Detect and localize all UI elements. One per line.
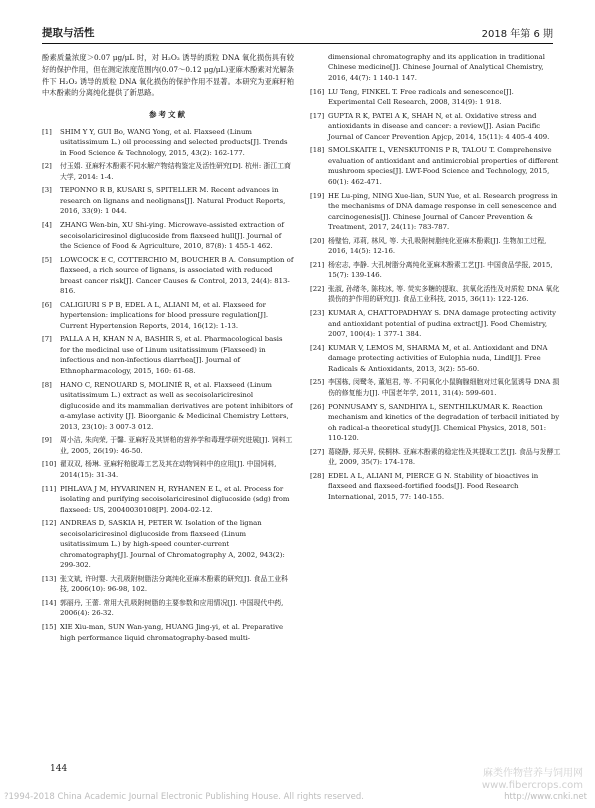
reference-number: [21] xyxy=(310,260,325,269)
reference-number: [13] xyxy=(42,574,57,583)
reference-item xyxy=(310,236,562,257)
reference-text: 葛晓静, 郑天昇, 侯桐林. 亚麻木酚素的稳定性及其提取工艺[J]. 食品与发酵工业, 2009, 35(7): 174-178. xyxy=(328,447,561,467)
reference-number: [11] xyxy=(42,484,57,493)
watermark xyxy=(482,768,583,791)
watermark-url: www.fibercrops.com xyxy=(481,779,583,791)
reference-number: [6] xyxy=(42,300,52,309)
reference-item xyxy=(310,111,562,142)
reference-text: GUPTA R K, PATEl A K, SHAH N, et al. Oxidative stress and antioxidants in disease and cancer: a review[J]. Asian Pacific Journal of Cancer Prevention Apjcp, 2014, 15(11): 4 405-4 409. xyxy=(328,111,550,141)
right-column xyxy=(310,52,562,506)
reference-text: PIHLAVA J M, HYVARINEN H, RYHANEN E L, et al. Process for isolating and purifying secoisolariciresinol diglucoside (sdg) from flaxseed: US, 20040030108[P]. 2004-02-12. xyxy=(60,484,290,514)
reference-text: TEPONNO R B, KUSARI S, SPITELLER M. Recent advances in research on lignans and neolignans[J]. Natural Product Reports, 2016, 33(9): 1 044. xyxy=(60,186,286,216)
reference-number: [27] xyxy=(310,447,325,456)
left-column xyxy=(42,52,294,646)
reference-text: 张文斌, 许时婴. 大孔吸附树脂法分离纯化亚麻木酚素的研究[J]. 食品工业科技, 2006(10): 96-98, 102. xyxy=(60,574,288,594)
reference-item xyxy=(42,435,294,456)
reference-text: PONNUSAMY S, SANDHIYA L, SENTHILKUMAR K. Reaction mechanism and kinetics of the degradation of terbacil initiated by oh radical-a theoretical study[J]. Chemical Physics, 2018, 501: 110-120. xyxy=(328,402,560,443)
reference-item xyxy=(310,402,562,444)
reference-item xyxy=(42,334,294,376)
reference-number: [18] xyxy=(310,146,325,155)
reference-item xyxy=(42,161,294,182)
reference-text: 杨璧怡, 邓莉, 林风, 等. 大孔吸附树脂纯化亚麻木酚素[J]. 生物加工过程, 2016, 14(5): 12-16. xyxy=(328,236,547,256)
reference-number: [25] xyxy=(310,378,325,387)
reference-text: dimensional chromatography and its application in traditional Chinese medicine[J]. Chinese Journal of Analytical Chemistry, 2016, 44(7): 1 140-1 147. xyxy=(328,53,545,82)
reference-text: 张淑, 孙绪冬, 陈枝冰, 等. 荧实多糖的提取、抗氧化活性及对质粒 DNA 氧化损伤的护作用的研究[J]. 食品工业科技, 2015, 36(11): 122-126. xyxy=(328,285,560,304)
reference-text: PALLA A H, KHAN N A, BASHIR S, et al. Pharmacological basis for the medicinal use of Linum usitatissimum (Flaxseed) in infectious and non-infectious diarrhea[J]. Journal of Ethnopharmacology, 2015, 160: 61-68. xyxy=(60,335,283,375)
reference-item xyxy=(42,255,294,297)
reference-number: [9] xyxy=(42,436,52,445)
page-footer xyxy=(0,790,595,808)
reference-number xyxy=(310,52,328,83)
header-divider xyxy=(42,43,553,44)
reference-text: 郭丽丹, 王蕾. 常用大孔吸附树脂的主要参数和应用情况[J]. 中国现代中药, 2006(4): 26-32. xyxy=(60,598,284,618)
reference-item xyxy=(310,145,562,187)
reference-item xyxy=(42,518,294,570)
reference-item xyxy=(42,127,294,158)
reference-item xyxy=(42,484,294,515)
reference-item xyxy=(42,598,294,619)
reference-text: ZHANG Wen-bin, XU Shi-ying. Microwave-assisted extraction of secoisolariciresinol diglucoside from flaxseed hull[J]. Journal of the Science of Food & Agriculture, 2010, 87(8): 1 455-1 462. xyxy=(60,221,284,251)
reference-number: [26] xyxy=(310,402,325,411)
reference-text: EDEL A L, ALIANI M, PIERCE G N. Stability of bioactives in flaxseed and flaxseed-fortified foods[J]. Food Research International, 2015, 77: 140-155. xyxy=(328,471,539,501)
reference-text: SMOLSKAITE L, VENSKUTONIS P R, TALOU T. Comprehensive evaluation of antioxidant and antimicrobial properties of different mushroom species[J]. LWT-Food Science and Technology, 2015, 60(1): 462-471. xyxy=(328,146,559,186)
reference-number: [5] xyxy=(42,255,52,264)
reference-item xyxy=(42,380,294,432)
reference-text: HANO C, RENOUARD S, MOLINIÉ R, et al. Flaxseed (Linum usitatissimum L.) extract as well as secoisolariciresinol diglucoside and its mammalian derivatives are potent inhibitors of α-amylase activity [J]. Bioorganic & Medicinal Chemistry Letters, 2013, 23(10): 3 007-3 012. xyxy=(60,380,293,431)
page-number: 144 xyxy=(50,764,68,774)
reference-text: 翟双双, 杨琳. 亚麻籽粕脱毒工艺及其在动物饲料中的应用[J]. 中国饲料, 2014(15): 31-34. xyxy=(60,460,277,479)
reference-item xyxy=(310,260,562,281)
reference-number: [1] xyxy=(42,127,52,136)
references-title: 参考文献 xyxy=(149,110,187,120)
reference-item xyxy=(42,220,294,251)
reference-number: [7] xyxy=(42,335,52,344)
reference-item xyxy=(42,574,294,595)
footer-link[interactable]: http://www.cnki.net xyxy=(504,792,587,802)
reference-item xyxy=(310,191,562,233)
reference-text: LU Teng, FINKEL T. Free radicals and senescence[J]. Experimental Cell Research, 2008, 314(9): 1 918. xyxy=(328,87,514,107)
reference-number: [20] xyxy=(310,236,325,245)
reference-number: [14] xyxy=(42,598,57,607)
reference-text: KUMAR A, CHATTOPADHYAY S. DNA damage protecting activity and antioxidant potential of pudina extract[J]. Food Chemistry, 2007, 100(4): 1 377-1 384. xyxy=(328,309,556,339)
copyright-notice: ?1994-2018 China Academic Journal Electronic Publishing House. All rights reserved. xyxy=(4,792,364,802)
reference-number: [28] xyxy=(310,471,325,480)
reference-item xyxy=(310,52,562,83)
reference-item xyxy=(310,343,562,374)
page-header xyxy=(42,18,553,40)
reference-text: ANDREAS D, SASKIA H, PETER W. Isolation of the lignan secoisolariciresinol diglucoside from flaxseed (Linum usitatissimum L.) by high-speed counter-current chromatography[J]. Journal of Chromatography A, 2002, 943(2): 299-302. xyxy=(60,519,285,570)
reference-item xyxy=(310,87,562,108)
references-list-left xyxy=(42,127,294,643)
reference-text: LOWCOCK E C, COTTERCHIO M, BOUCHER B A. Consumption of flaxseed, a rich source of lignans, is associated with reduced breast cancer risk[J]. Cancer Causes & Control, 2013, 24(4): 813-816. xyxy=(60,255,294,296)
references-list-right xyxy=(310,52,562,502)
reference-number: [3] xyxy=(42,186,52,195)
reference-number: [8] xyxy=(42,380,52,389)
reference-number: [12] xyxy=(42,519,57,528)
reference-text: 付玉娟. 亚麻籽木酚素不同水解产物结构鉴定及活性研究[D]. 杭州: 浙江工商大学, 2014: 1-4. xyxy=(60,162,291,181)
reference-text: 杨宏志, 李静. 大孔树脂分离纯化亚麻木酚素工艺[J]. 中国食品学报, 2015, 15(7): 139-146. xyxy=(328,260,553,280)
reference-item xyxy=(310,471,562,502)
reference-number: [23] xyxy=(310,309,325,318)
journal-issue: 2018 年第 6 期 xyxy=(481,29,553,40)
intro-paragraph: 酚素质量浓度＞0.07 μg/μL 时，对 H₂O₂ 诱导的质粒 DNA 氧化损伤具有较好的保护作用，但在测定浓度范围内(0.07～0.12 μg/μL)亚麻木酚素对光解条件下 H₂O₂ 诱导的质粒 DNA 氧化损伤的保护作用不显著。本研究为亚麻籽粕中木酚素的分离纯化提供了新思路。 xyxy=(42,53,294,98)
journal-section-title: 提取与活性 xyxy=(42,27,95,39)
reference-text: HE Lu-ping, NING Xue-lian, SUN Yue, et al. Research progress in the mechanisms of DNA damage response in cell senescence and carcinogenesis[J]. Chinese Journal of Cancer Prevention & Treatment, 2017, 24(11): 783-787. xyxy=(328,191,558,232)
reference-text: 李国栋, 闵鹭冬, 董旭君, 等. 不同氧化小鼠胸腺细胞对过氧化氢诱导 DNA 损伤的修复能力[J]. 中国老年学, 2011, 31(4): 599-601. xyxy=(328,378,560,397)
reference-text: KUMAR V, LEMOS M, SHARMA M, et al. Antioxidant and DNA damage protecting activities of Eulophia nuda, Lindl[J]. Free Radicals & Antioxidants, 2013, 3(2): 55-60. xyxy=(328,343,548,373)
reference-number: [19] xyxy=(310,191,325,200)
reference-text: 周小洁, 朱向荣, 于馨. 亚麻籽及其饼粕的营养学和毒理学研究进展[J]. 饲料工业, 2005, 26(19): 46-50. xyxy=(60,436,293,455)
reference-text: CALIGIURI S P B, EDEL A L, ALIANI M, et al. Flaxseed for hypertension: implications for blood pressure regulation[J]. Current Hypertension Reports, 2014, 16(12): 1-13. xyxy=(60,300,269,330)
watermark-line: 麻类作物营养与饲用网 xyxy=(483,768,583,779)
reference-number: [4] xyxy=(42,221,52,230)
reference-item xyxy=(42,185,294,216)
reference-item xyxy=(310,284,562,305)
reference-item xyxy=(42,622,294,643)
reference-item xyxy=(42,459,294,480)
reference-number: [22] xyxy=(310,285,325,293)
reference-number: [10] xyxy=(42,460,57,469)
reference-item xyxy=(310,308,562,339)
reference-number: [15] xyxy=(42,623,57,632)
reference-number: [17] xyxy=(310,111,325,120)
reference-number: [16] xyxy=(310,87,325,96)
reference-text: XIE Xiu-man, SUN Wan-yang, HUANG Jing-yi, et al. Preparative high performance liquid chromatography-based multi- xyxy=(60,623,284,642)
reference-number: [24] xyxy=(310,343,325,352)
reference-item xyxy=(310,377,562,398)
reference-item xyxy=(42,300,294,331)
reference-item xyxy=(310,447,562,468)
reference-text: SHIM Y Y, GUI Bo, WANG Yong, et al. Flaxseed (Linum usitatissimum L.) oil processing and selected products[J]. Trends in Food Science & Technology, 2015, 43(2): 162-177. xyxy=(60,127,288,157)
reference-number: [2] xyxy=(42,162,52,171)
